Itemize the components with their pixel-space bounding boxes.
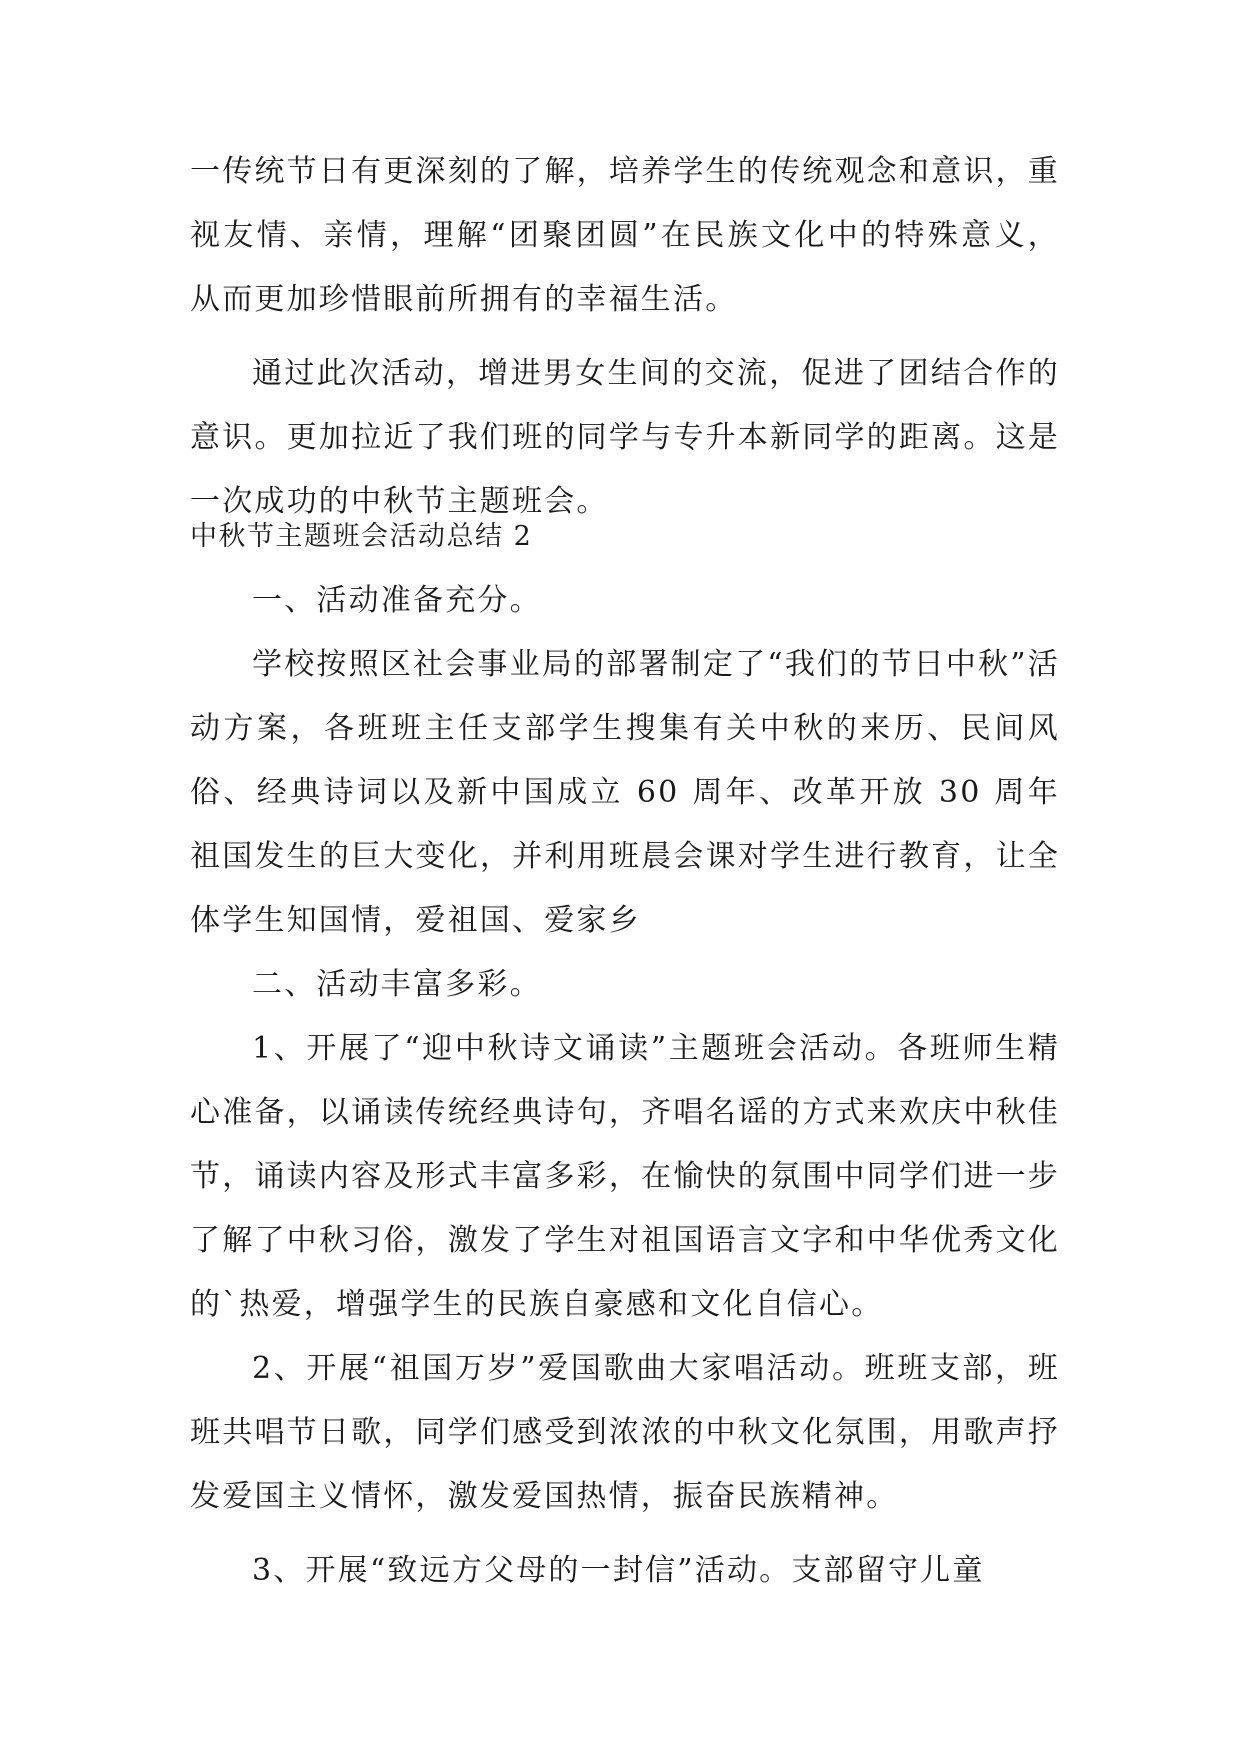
paragraph: 3、开展“致远方父母的一封信”活动。支部留守儿童: [252, 1553, 985, 1588]
paragraph: 2、开展“祖国万岁”爱国歌曲大家唱活动。班班支部，班班共唱节日歌，同学们感受到浓浓的中秋文化氛围，用歌声抒发爱国主义情怀，激发爱国热情，振奋民族精神。: [190, 1351, 1060, 1514]
paragraph: 通过此次活动，增进男女生间的交流，促进了团结合作的意识。更加拉近了我们班的同学与专升本新同学的距离。这是一次成功的中秋节主题班会。: [190, 356, 1060, 519]
section-block: [190, 507, 1060, 1603]
section-heading: 一、活动准备充分。: [252, 583, 542, 618]
paragraph-block-top: [190, 140, 1060, 534]
paragraph: 学校按照区社会事业局的部署制定了“我们的节日中秋”活动方案，各班班主任支部学生搜集有关中秋的来历、民间风俗、经典诗词以及新中国成立 60 周年、改革开放 30 周年祖国发生的巨大变化，并利用班晨会课对学生进行教育，让全体学生知国情，爱祖国、爱家乡: [190, 647, 1060, 938]
paragraph: 一传统节日有更深刻的了解，培养学生的传统观念和意识，重视友情、亲情，理解“团聚团圆”在民族文化中的特殊意义，从而更加珍惜眼前所拥有的幸福生活。: [190, 154, 1060, 317]
section-title: 中秋节主题班会活动总结 2: [190, 521, 533, 552]
paragraph: 1、开展了“迎中秋诗文诵读”主题班会活动。各班师生精心准备，以诵读传统经典诗句，齐唱名谣的方式来欢庆中秋佳节，诵读内容及形式丰富多彩，在愉快的氛围中同学们进一步了解了中秋习俗，激发了学生对祖国语言文字和中华优秀文化的`热爱，增强学生的民族自豪感和文化自信心。: [190, 1031, 1060, 1322]
section-heading: 二、活动丰富多彩。: [252, 967, 542, 1002]
